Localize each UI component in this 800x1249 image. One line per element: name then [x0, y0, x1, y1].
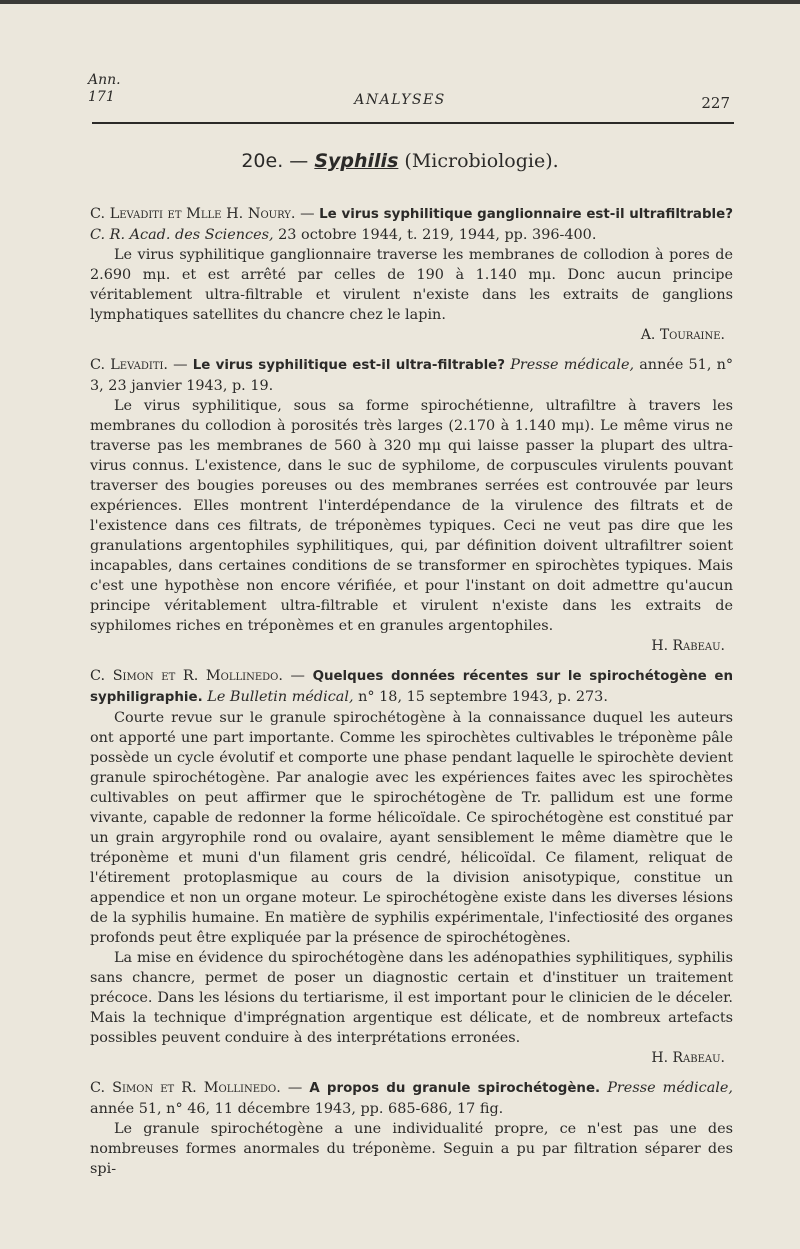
entry-paragraph: Courte revue sur le granule spirochétogène à la connaissance duquel les auteurs ont apporté une part importante. Comme les spirochètes cultivables le tréponème pâle possède un cycle évolutif et comporte une phase pendant laquelle le spirochète devient granule spirochétogène. Par analogie avec les expériences faites avec les spirochètes cultivables on peut affirmer que le spirochétogène de Tr. pallidum est une forme vivante, capable de redonner la forme hélicoïdale. Ce spirochétogène est constitué par un grain argyrophile rond ou ovalaire, ayant sensiblement le même diamètre que le tréponème et muni d'un filament gris cendré, hélicoïdal. Ce filament, reliquat de l'étirement protoplasmique au cours de la division anisotypique, constitue un appendice et non un organe moteur. Le spirochétogène existe dans les diverses lésions de la syphilis humaine. En matière de syphilis expérimentale, l'infectiosité des organes profonds peut être expliquée par la présence de spirochétogènes. [90, 710, 733, 946]
abstract-entry [90, 355, 733, 656]
page-number: 227 [701, 94, 730, 112]
top-border [0, 0, 800, 4]
entry-paragraph: Le virus syphilitique, sous sa forme spirochétienne, ultrafiltre à travers les membranes du collodion à porosités très larges (2.170 à 1.140 mμ). Le même virus ne traverse pas les membranes de 560 à 320 mμ qui laisse passer la plupart des ultra-virus connus. L'existence, dans le suc de syphilome, de corpuscules virulents pouvant traverser des bougies poreuses ou des membranes serrées est controuvée par leurs expériences. Elles montrent l'interdépendance de la virulence des filtrats et de l'existence dans ces filtrats, de tréponèmes typiques. Ceci ne veut pas dire que les granulations argentophiles syphilitiques, qui, par définition doivent ultrafiltrer soient incapables, dans certaines conditions de se transformer en spirochètes typiques. Mais c'est une hypothèse non encore vérifiée, et pour l'instant on doit admettre qu'aucun principe véritablement ultra-filtrable et virulent n'existe dans les extraits de syphilomes riches en tréponèmes et en granules argentophiles. [90, 398, 733, 634]
entry-reference [90, 666, 733, 708]
entry-title: A propos du granule spirochétogène. [309, 1081, 601, 1096]
section-title [0, 150, 800, 172]
abstract-entry [90, 204, 733, 345]
entry-source: Presse médicale, [510, 357, 635, 373]
entry-authors: C. Simon et R. Mollinedo. — [90, 668, 305, 684]
abstract-entry [90, 666, 733, 1068]
entry-source: Presse médicale, [607, 1080, 733, 1096]
entry-authors: C. Levaditi et Mlle H. Noury. — [90, 206, 315, 222]
entry-source-details: 23 octobre 1944, t. 219, 1944, pp. 396-400. [278, 227, 597, 243]
entry-source-details: année 51, n° 46, 11 décembre 1943, pp. 685-686, 17 fig. [90, 1101, 504, 1117]
entry-reference [90, 204, 733, 245]
entry-source-details: année 51, n° 3, 23 janvier 1943, p. 19. [90, 357, 734, 394]
header-rule [92, 122, 734, 124]
entry-reference [90, 355, 733, 396]
entry-source: C. R. Acad. des Sciences, [90, 227, 274, 243]
article-body [90, 204, 733, 1189]
entry-signature: H. Rabeau. [651, 638, 725, 654]
abstract-entry [90, 1078, 733, 1179]
entry-paragraph: La mise en évidence du spirochétogène dans les adénopathies syphilitiques, syphilis sans chancre, permet de poser un diagnostic certain et d'instituer un traitement précoce. Dans les lésions du tertiarisme, il est important pour le clinicien de le déceler. Mais la technique d'imprégnation argentique est délicate, et de nombreux artefacts possibles peuvent conduire à des interprétations erronées. [90, 950, 733, 1046]
journal-ref-line1: Ann. [88, 72, 121, 88]
entry-title: Quelques données récentes sur le spirochétogène en syphiligraphie. [90, 669, 734, 705]
running-title: ANALYSES [354, 92, 446, 108]
entry-authors: C. Simon et R. Mollinedo. — [90, 1080, 303, 1096]
entry-source-details: n° 18, 15 septembre 1943, p. 273. [358, 689, 608, 705]
entry-title: Le virus syphilitique ganglionnaire est-il ultrafiltrable? [319, 207, 733, 222]
section-number: 20e. — [241, 150, 315, 172]
entry-paragraph: Le virus syphilitique ganglionnaire traverse les membranes de collodion à pores de 2.690 mμ. et est arrêté par celles de 190 à 1.140 mμ. Donc aucun principe véritablement ultra-filtrable et virulent n'existe dans les extraits de ganglions lymphatiques satellites du chancre chez le lapin. [90, 247, 733, 323]
entry-source: Le Bulletin médical, [207, 689, 354, 705]
entry-signature: A. Touraine. [640, 327, 725, 343]
section-title-sub: (Microbiologie). [398, 150, 559, 172]
entry-authors: C. Levaditi. — [90, 357, 188, 373]
entry-paragraph: Le granule spirochétogène a une individualité propre, ce n'est pas une des nombreuses formes anormales du tréponème. Seguin a pu par filtration séparer des spi- [90, 1121, 733, 1177]
entry-signature: H. Rabeau. [651, 1050, 725, 1066]
entry-title: Le virus syphilitique est-il ultra-filtrable? [192, 358, 506, 373]
journal-ref-line2: 171 [88, 89, 115, 105]
section-title-main: Syphilis [314, 150, 399, 172]
entry-reference [90, 1078, 733, 1119]
